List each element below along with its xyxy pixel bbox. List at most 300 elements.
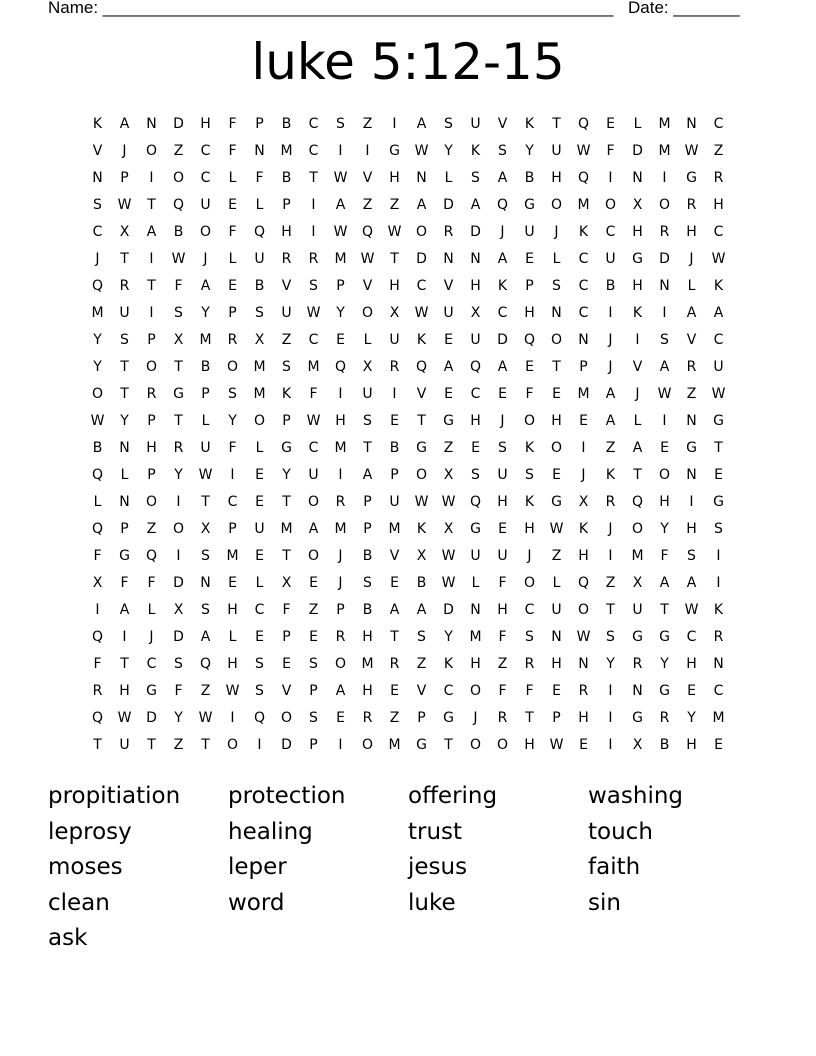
grid-cell[interactable]: L [228,629,237,645]
grid-cell[interactable]: N [119,440,130,456]
grid-cell[interactable]: A [200,278,211,294]
grid-cell[interactable]: O [550,197,563,213]
grid-cell[interactable]: T [201,494,210,510]
grid-cell[interactable]: O [226,359,239,375]
grid-cell[interactable]: Z [362,197,373,213]
grid-cell[interactable]: H [632,278,643,294]
grid-cell[interactable]: K [92,116,103,132]
grid-cell[interactable]: S [255,683,264,699]
grid-cell[interactable]: S [309,656,318,672]
grid-cell[interactable]: M [334,521,347,537]
grid-cell[interactable]: N [713,656,724,672]
grid-cell[interactable]: L [471,575,480,591]
grid-cell[interactable]: Y [660,656,669,672]
grid-cell[interactable]: X [632,737,643,753]
grid-cell[interactable]: M [361,656,374,672]
grid-cell[interactable]: Z [497,656,508,672]
grid-cell[interactable]: Y [525,143,534,159]
grid-cell[interactable]: N [254,143,265,159]
grid-cell[interactable]: L [228,251,237,267]
grid-cell[interactable]: V [686,332,697,348]
grid-cell[interactable]: W [306,413,321,429]
grid-cell[interactable]: H [578,548,589,564]
grid-cell[interactable]: W [549,737,564,753]
grid-cell[interactable]: P [552,710,561,726]
grid-cell[interactable]: O [415,224,428,240]
grid-cell[interactable]: K [632,305,643,321]
grid-cell[interactable]: E [309,575,318,591]
grid-cell[interactable]: H [470,656,481,672]
grid-cell[interactable]: G [551,494,562,510]
grid-cell[interactable]: T [120,386,129,402]
grid-cell[interactable]: Y [660,521,669,537]
grid-cell[interactable]: E [390,575,399,591]
grid-cell[interactable]: U [200,197,211,213]
grid-cell[interactable]: T [633,467,642,483]
grid-cell[interactable]: O [658,467,671,483]
grid-cell[interactable]: F [498,683,507,699]
grid-cell[interactable]: L [228,170,237,186]
grid-cell[interactable]: P [147,467,156,483]
grid-cell[interactable]: Q [577,116,590,132]
grid-cell[interactable]: T [93,737,102,753]
grid-cell[interactable]: X [470,305,481,321]
grid-cell[interactable]: M [253,359,266,375]
grid-cell[interactable]: O [469,683,482,699]
grid-cell[interactable]: H [227,602,238,618]
grid-cell[interactable]: S [309,278,318,294]
grid-cell[interactable]: N [119,494,130,510]
grid-cell[interactable]: Y [93,359,102,375]
grid-cell[interactable]: S [255,656,264,672]
grid-cell[interactable]: R [308,251,319,267]
grid-cell[interactable]: V [281,278,292,294]
grid-cell[interactable]: V [362,170,373,186]
grid-cell[interactable]: R [227,332,238,348]
grid-cell[interactable]: T [444,737,453,753]
grid-cell[interactable]: C [92,224,103,240]
grid-cell[interactable]: I [122,629,127,645]
grid-cell[interactable]: A [362,467,373,483]
grid-cell[interactable]: C [227,494,238,510]
grid-cell[interactable]: J [95,251,100,267]
grid-cell[interactable]: F [174,683,183,699]
grid-cell[interactable]: H [227,656,238,672]
grid-cell[interactable]: T [174,413,183,429]
grid-cell[interactable]: Q [145,548,158,564]
grid-cell[interactable]: B [254,278,265,294]
grid-cell[interactable]: A [605,413,616,429]
grid-cell[interactable]: Y [687,710,696,726]
grid-cell[interactable]: J [122,143,127,159]
grid-cell[interactable]: O [577,602,590,618]
grid-cell[interactable]: O [361,737,374,753]
grid-cell[interactable]: C [308,116,319,132]
grid-cell[interactable]: Y [120,413,129,429]
grid-cell[interactable]: R [146,386,157,402]
grid-cell[interactable]: I [311,224,316,240]
grid-cell[interactable]: F [498,575,507,591]
grid-cell[interactable]: E [525,251,534,267]
grid-cell[interactable]: K [524,116,535,132]
grid-cell[interactable]: R [497,710,508,726]
grid-cell[interactable]: M [712,710,725,726]
grid-cell[interactable]: I [257,737,262,753]
grid-cell[interactable]: R [443,224,454,240]
grid-cell[interactable]: O [307,494,320,510]
grid-cell[interactable]: R [281,251,292,267]
grid-cell[interactable]: K [497,278,508,294]
grid-cell[interactable]: I [662,170,667,186]
grid-cell[interactable]: W [333,170,348,186]
grid-cell[interactable]: S [174,305,183,321]
grid-cell[interactable]: P [282,629,291,645]
grid-cell[interactable]: U [470,116,481,132]
grid-cell[interactable]: C [605,224,616,240]
grid-cell[interactable]: O [496,737,509,753]
grid-cell[interactable]: K [713,602,724,618]
grid-cell[interactable]: G [632,629,643,645]
grid-cell[interactable]: A [416,116,427,132]
grid-cell[interactable]: E [228,575,237,591]
grid-cell[interactable]: W [711,251,726,267]
grid-cell[interactable]: K [524,440,535,456]
grid-cell[interactable]: W [684,602,699,618]
grid-cell[interactable]: S [201,602,210,618]
grid-cell[interactable]: R [659,710,670,726]
grid-cell[interactable]: C [713,683,724,699]
grid-cell[interactable]: W [360,251,375,267]
grid-cell[interactable]: G [443,413,454,429]
grid-cell[interactable]: N [578,332,589,348]
grid-cell[interactable]: M [226,548,239,564]
grid-cell[interactable]: P [363,521,372,537]
grid-cell[interactable]: E [336,710,345,726]
grid-cell[interactable]: I [95,602,100,618]
grid-cell[interactable]: O [415,467,428,483]
grid-cell[interactable]: O [145,143,158,159]
grid-cell[interactable]: P [579,359,588,375]
grid-cell[interactable]: I [716,575,721,591]
grid-cell[interactable]: E [552,386,561,402]
grid-cell[interactable]: S [336,116,345,132]
grid-cell[interactable]: J [338,575,343,591]
grid-cell[interactable]: U [632,602,643,618]
grid-cell[interactable]: P [363,494,372,510]
grid-cell[interactable]: C [443,683,454,699]
grid-cell[interactable]: M [577,386,590,402]
grid-cell[interactable]: X [173,602,184,618]
grid-cell[interactable]: I [176,548,181,564]
grid-cell[interactable]: I [392,116,397,132]
grid-cell[interactable]: S [471,467,480,483]
grid-cell[interactable]: T [552,359,561,375]
grid-cell[interactable]: W [387,224,402,240]
grid-cell[interactable]: I [338,143,343,159]
grid-cell[interactable]: W [198,467,213,483]
grid-cell[interactable]: Q [253,224,266,240]
grid-cell[interactable]: U [605,251,616,267]
grid-cell[interactable]: I [662,305,667,321]
grid-cell[interactable]: W [576,629,591,645]
grid-cell[interactable]: A [686,575,697,591]
grid-cell[interactable]: K [281,386,292,402]
grid-cell[interactable]: R [713,170,724,186]
grid-cell[interactable]: L [552,251,561,267]
grid-cell[interactable]: R [389,359,400,375]
grid-cell[interactable]: P [390,467,399,483]
grid-cell[interactable]: T [417,413,426,429]
grid-cell[interactable]: M [199,332,212,348]
grid-cell[interactable]: B [200,359,211,375]
grid-cell[interactable]: H [524,305,535,321]
grid-cell[interactable]: P [525,278,534,294]
grid-cell[interactable]: O [604,197,617,213]
grid-cell[interactable]: P [120,521,129,537]
grid-cell[interactable]: U [551,602,562,618]
grid-cell[interactable]: A [659,359,670,375]
grid-cell[interactable]: R [173,440,184,456]
grid-cell[interactable]: E [714,467,723,483]
grid-cell[interactable]: C [146,656,157,672]
grid-cell[interactable]: W [414,494,429,510]
grid-cell[interactable]: U [254,251,265,267]
grid-cell[interactable]: F [120,575,129,591]
grid-cell[interactable]: A [389,602,400,618]
grid-cell[interactable]: A [200,629,211,645]
grid-cell[interactable]: D [146,710,157,726]
grid-cell[interactable]: H [281,224,292,240]
grid-cell[interactable]: C [254,602,265,618]
grid-cell[interactable]: S [552,278,561,294]
grid-cell[interactable]: A [443,359,454,375]
grid-cell[interactable]: J [338,548,343,564]
grid-cell[interactable]: L [255,440,264,456]
grid-cell[interactable]: L [444,170,453,186]
grid-cell[interactable]: G [119,548,130,564]
grid-cell[interactable]: H [146,440,157,456]
grid-cell[interactable]: A [335,683,346,699]
grid-cell[interactable]: A [497,251,508,267]
grid-cell[interactable]: C [713,224,724,240]
grid-cell[interactable]: U [470,332,481,348]
grid-cell[interactable]: E [525,359,534,375]
grid-cell[interactable]: J [608,332,613,348]
grid-cell[interactable]: E [309,629,318,645]
grid-cell[interactable]: G [443,710,454,726]
grid-cell[interactable]: H [686,656,697,672]
grid-cell[interactable]: C [578,251,589,267]
grid-cell[interactable]: I [176,494,181,510]
grid-cell[interactable]: O [307,548,320,564]
grid-cell[interactable]: B [92,440,103,456]
grid-cell[interactable]: S [309,710,318,726]
grid-cell[interactable]: P [282,197,291,213]
grid-cell[interactable]: N [632,170,643,186]
grid-cell[interactable]: X [632,575,643,591]
grid-cell[interactable]: L [363,332,372,348]
grid-cell[interactable]: U [497,548,508,564]
grid-cell[interactable]: O [253,413,266,429]
grid-cell[interactable]: P [309,683,318,699]
grid-cell[interactable]: F [606,143,615,159]
grid-cell[interactable]: H [551,656,562,672]
grid-cell[interactable]: S [660,332,669,348]
grid-cell[interactable]: Q [496,197,509,213]
grid-cell[interactable]: U [551,143,562,159]
grid-cell[interactable]: F [228,143,237,159]
grid-cell[interactable]: G [524,197,535,213]
grid-cell[interactable]: H [470,413,481,429]
grid-cell[interactable]: Q [91,629,104,645]
grid-cell[interactable]: I [608,305,613,321]
grid-cell[interactable]: J [554,224,559,240]
grid-cell[interactable]: Y [444,143,453,159]
grid-cell[interactable]: D [173,575,184,591]
grid-cell[interactable]: U [524,224,535,240]
grid-cell[interactable]: R [659,224,670,240]
grid-cell[interactable]: B [281,116,292,132]
grid-cell[interactable]: D [659,251,670,267]
grid-cell[interactable]: S [471,170,480,186]
grid-cell[interactable]: H [200,116,211,132]
grid-cell[interactable]: Q [577,575,590,591]
grid-cell[interactable]: W [90,413,105,429]
grid-cell[interactable]: J [500,224,505,240]
grid-cell[interactable]: F [174,278,183,294]
grid-cell[interactable]: S [498,143,507,159]
grid-cell[interactable]: U [443,305,454,321]
grid-cell[interactable]: E [606,116,615,132]
grid-cell[interactable]: M [577,197,590,213]
grid-cell[interactable]: A [119,602,130,618]
grid-cell[interactable]: J [608,359,613,375]
grid-cell[interactable]: O [361,305,374,321]
grid-cell[interactable]: Y [228,413,237,429]
grid-cell[interactable]: V [443,278,454,294]
grid-cell[interactable]: W [441,548,456,564]
grid-cell[interactable]: P [309,737,318,753]
grid-cell[interactable]: W [684,143,699,159]
grid-cell[interactable]: S [606,629,615,645]
grid-cell[interactable]: I [149,305,154,321]
grid-cell[interactable]: H [524,521,535,537]
grid-cell[interactable]: E [255,629,264,645]
grid-cell[interactable]: H [470,278,481,294]
grid-cell[interactable]: B [524,170,535,186]
grid-cell[interactable]: L [255,575,264,591]
grid-cell[interactable]: H [686,737,697,753]
grid-cell[interactable]: Q [469,359,482,375]
grid-cell[interactable]: B [605,278,616,294]
grid-cell[interactable]: V [281,683,292,699]
grid-cell[interactable]: G [713,413,724,429]
grid-cell[interactable]: T [390,629,399,645]
grid-cell[interactable]: L [687,278,696,294]
grid-cell[interactable]: P [147,332,156,348]
grid-cell[interactable]: K [416,332,427,348]
grid-cell[interactable]: U [281,305,292,321]
grid-cell[interactable]: U [119,305,130,321]
grid-cell[interactable]: T [282,548,291,564]
grid-cell[interactable]: A [146,224,157,240]
grid-cell[interactable]: U [389,494,400,510]
grid-cell[interactable]: G [686,170,697,186]
grid-cell[interactable]: C [416,278,427,294]
grid-cell[interactable]: K [416,521,427,537]
grid-cell[interactable]: B [281,170,292,186]
grid-cell[interactable]: E [579,737,588,753]
grid-cell[interactable]: C [200,143,211,159]
grid-cell[interactable]: S [498,440,507,456]
grid-cell[interactable]: H [119,683,130,699]
grid-cell[interactable]: S [255,305,264,321]
grid-cell[interactable]: T [201,737,210,753]
grid-cell[interactable]: I [662,413,667,429]
grid-cell[interactable]: D [416,251,427,267]
grid-cell[interactable]: W [117,710,132,726]
grid-cell[interactable]: G [659,683,670,699]
grid-cell[interactable]: J [473,710,478,726]
grid-cell[interactable]: Z [200,683,211,699]
grid-cell[interactable]: W [414,143,429,159]
grid-cell[interactable]: W [117,197,132,213]
grid-cell[interactable]: E [282,656,291,672]
grid-cell[interactable]: S [93,197,102,213]
grid-cell[interactable]: I [716,548,721,564]
name-field[interactable]: Name: ______________________________________________________ [48,0,614,17]
grid-cell[interactable]: Y [174,467,183,483]
grid-cell[interactable]: F [255,170,264,186]
grid-cell[interactable]: I [338,386,343,402]
grid-cell[interactable]: X [632,197,643,213]
grid-cell[interactable]: O [199,224,212,240]
grid-cell[interactable]: E [552,683,561,699]
grid-cell[interactable]: G [686,440,697,456]
grid-cell[interactable]: E [660,440,669,456]
grid-cell[interactable]: S [363,575,372,591]
grid-cell[interactable]: T [120,359,129,375]
grid-cell[interactable]: C [686,629,697,645]
grid-cell[interactable]: M [280,143,293,159]
grid-cell[interactable]: U [497,467,508,483]
grid-cell[interactable]: R [389,656,400,672]
grid-cell[interactable]: Q [361,224,374,240]
grid-cell[interactable]: C [713,332,724,348]
grid-cell[interactable]: I [149,251,154,267]
grid-cell[interactable]: E [390,683,399,699]
grid-cell[interactable]: Q [91,521,104,537]
grid-cell[interactable]: X [200,521,211,537]
grid-cell[interactable]: T [552,116,561,132]
grid-cell[interactable]: X [92,575,103,591]
grid-cell[interactable]: E [228,278,237,294]
grid-cell[interactable]: K [578,224,589,240]
grid-cell[interactable]: Q [577,170,590,186]
grid-cell[interactable]: Q [172,197,185,213]
grid-cell[interactable]: F [525,683,534,699]
grid-cell[interactable]: E [255,494,264,510]
grid-cell[interactable]: K [713,278,724,294]
grid-cell[interactable]: T [120,656,129,672]
grid-cell[interactable]: M [334,251,347,267]
grid-cell[interactable]: O [145,494,158,510]
grid-cell[interactable]: G [632,710,643,726]
grid-cell[interactable]: P [336,278,345,294]
grid-cell[interactable]: J [203,251,208,267]
grid-cell[interactable]: T [309,170,318,186]
grid-cell[interactable]: H [686,521,697,537]
